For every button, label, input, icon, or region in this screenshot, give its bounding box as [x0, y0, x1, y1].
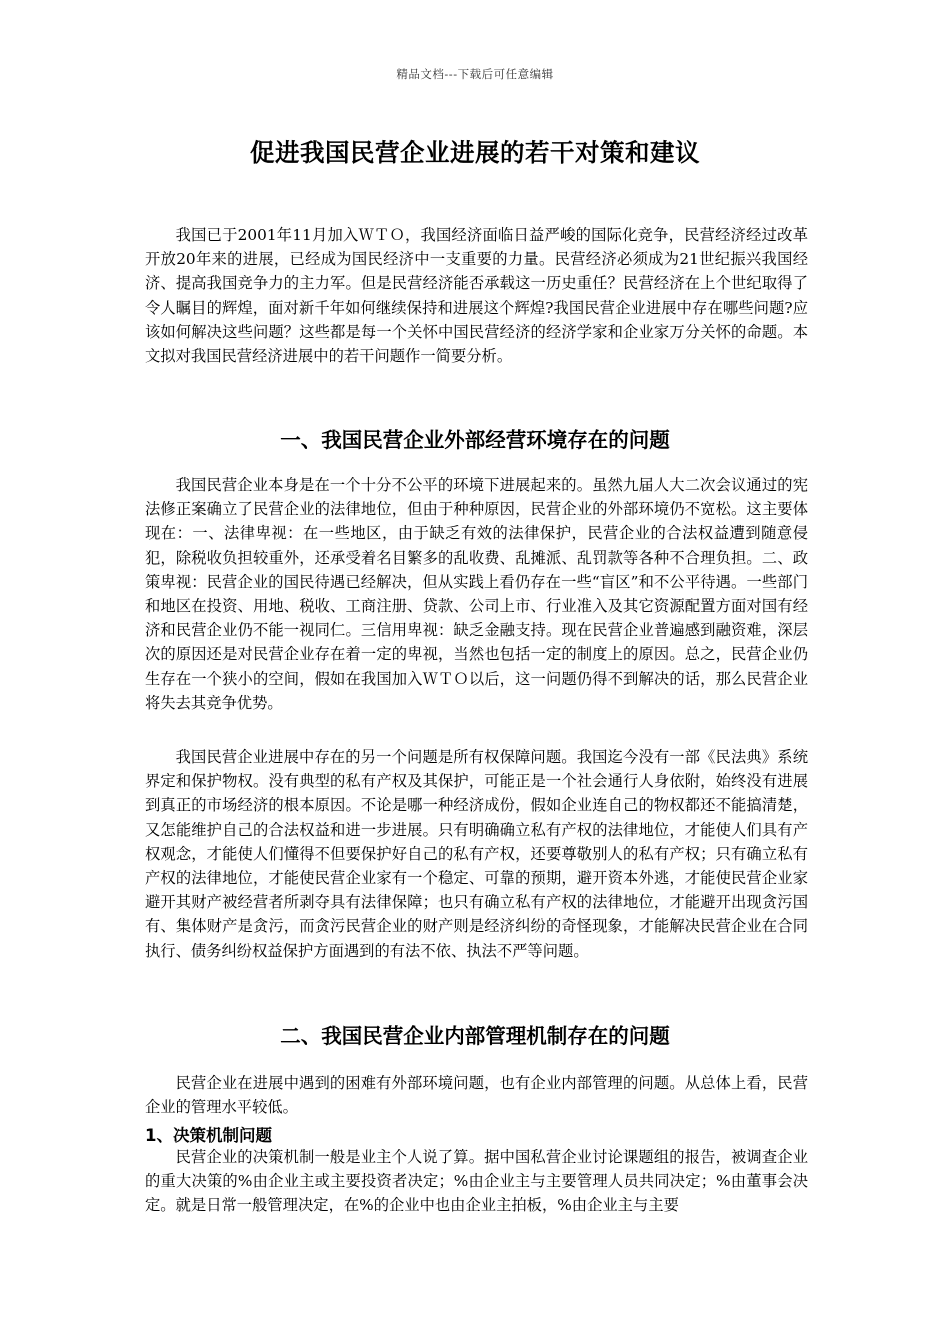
section-2-paragraph-1: 民营企业在进展中遇到的困难有外部环境问题，也有企业内部管理的问题。从总体上看，民营企业的管理水平较低。 — [145, 1074, 808, 1117]
subsection-1-paragraph: 民营企业的决策机制一般是业主个人说了算。据中国私营企业讨论课题组的报告，被调查企业的重大决策的%由企业主或主要投资者决定；%由企业主与主要管理人员共同决定；%由董事会决定。就是日常一般管理决定，在%的企业中也由企业主拍板，%由企业主与主要 — [145, 1148, 808, 1215]
section-2-heading: 二、我国民营企业内部管理机制存在的问题 — [280, 1024, 670, 1048]
document-title: 促进我国民营企业进展的若干对策和建议 — [250, 138, 700, 167]
intro-paragraph: 我国已于2001年11月加入ＷＴＯ，我国经济面临日益严峻的国际化竞争，民营经济经过改革开放20年来的进展，已经成为国民经济中一支重要的力量。民营经济必须成为21世纪振兴我国经济、提高我国竞争力的主力军。但是民营经济能否承载这一历史重任？民营经济在上个世纪取得了令人瞩目的辉煌，面对新千年如何继续保持和进展这个辉煌?我国民营企业进展中存在哪些问题?应该如何解决这些问题？这些都是每一个关怀中国民营经济的经济学家和企业家万分关怀的命题。本文拟对我国民营经济进展中的若干问题作一简要分析。 — [145, 226, 808, 366]
section-1-paragraph-1: 我国民营企业本身是在一个十分不公平的环境下进展起来的。虽然九届人大二次会议通过的宪法修正案确立了民营企业的法律地位，但由于种种原因，民营企业的外部环境仍不宽松。这主要体现在：一、法律卑视：在一些地区，由于缺乏有效的法律保护，民营企业的合法权益遭到随意侵犯，除税收负担较重外，还承受着名目繁多的乱收费、乱摊派、乱罚款等各种不合理负担。二、政策卑视：民营企业的国民待遇已经解决，但从实践上看仍存在一些“盲区”和不公平待遇。一些部门和地区在投资、用地、税收、工商注册、贷款、公司上市、行业准入及其它资源配置方面对国有经济和民营企业仍不能一视同仁。三信用卑视：缺乏金融支持。现在民营企业普遍感到融资难，深层次的原因还是对民营企业存在着一定的卑视，当然也包括一定的制度上的原因。总之，民营企业仍生存在一个狭小的空间，假如在我国加入ＷＴＯ以后，这一问题仍得不到解决的话，那么民营企业将失去其竞争优势。 — [145, 476, 808, 712]
subsection-1-heading: 1、决策机制问题 — [145, 1126, 272, 1145]
section-1-heading: 一、我国民营企业外部经营环境存在的问题 — [280, 428, 670, 452]
section-1-paragraph-2: 我国民营企业进展中存在的另一个问题是所有权保障问题。我国迄今没有一部《民法典》系统界定和保护物权。没有典型的私有产权及其保护，可能正是一个社会通行人身依附，始终没有进展到真正的市场经济的根本原因。不论是哪一种经济成份，假如企业连自己的物权都还不能搞清楚，又怎能维护自己的合法权益和进一步进展。只有明确确立私有产权的法律地位，才能使人们具有产权观念，才能使人们懂得不但要保护好自己的私有产权，还要尊敬别人的私有产权；只有确立私有产权的法律地位，才能使民营企业家有一个稳定、可靠的预期，避开资本外逃，才能使民营企业家避开其财产被经营者所剥夺具有法律保障；也只有确立私有产权的法律地位，才能避开出现贪污国有、集体财产是贪污，而贪污民营企业的财产则是经济纠纷的奇怪现象，才能解决民营企业在合同执行、债务纠纷权益保护方面遇到的有法不依、执法不严等问题。 — [145, 748, 808, 960]
page-header: 精品文档---下载后可任意编辑 — [396, 67, 554, 81]
